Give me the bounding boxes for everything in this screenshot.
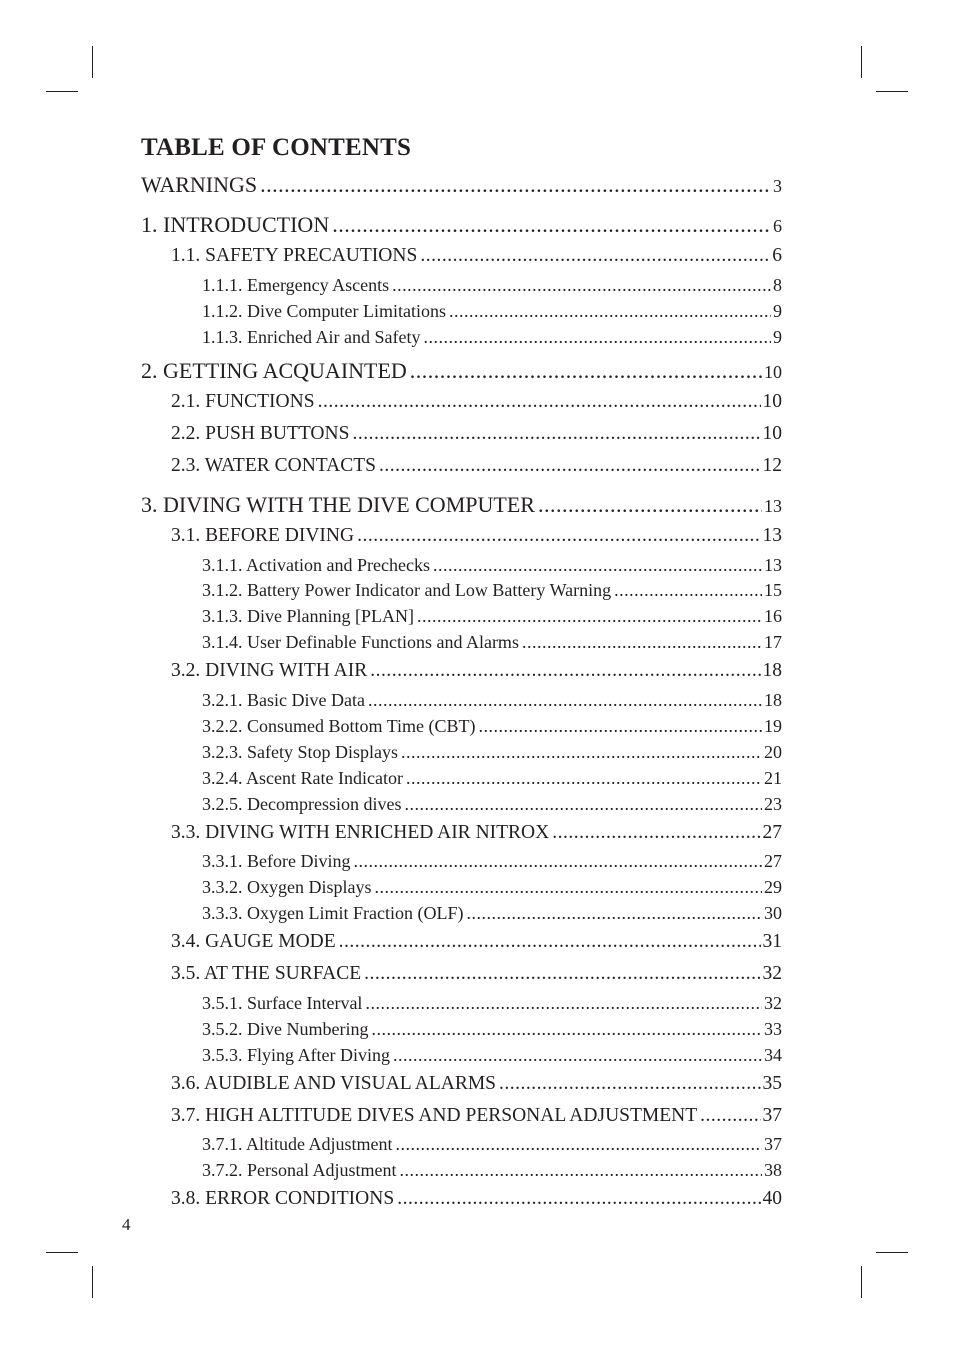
toc-entry-label: 3.5.2. Dive Numbering — [202, 1019, 369, 1039]
dot-leader — [417, 607, 762, 625]
dot-leader — [339, 932, 761, 952]
toc-entry[interactable] — [202, 1161, 782, 1179]
toc-entry-page: 27 — [764, 851, 782, 871]
dot-leader — [406, 769, 762, 787]
dot-leader — [499, 1074, 760, 1094]
toc-entry[interactable] — [202, 1135, 782, 1153]
toc-entry-label: 2. GETTING ACQUAINTED — [141, 358, 407, 383]
toc-heading: TABLE OF CONTENTS — [141, 134, 412, 161]
toc-entry-page: 15 — [764, 580, 782, 600]
toc-entry-label: 3.7.1. Altitude Adjustment — [202, 1134, 393, 1154]
toc-entry-label: 3.2.3. Safety Stop Displays — [202, 742, 398, 762]
toc-entry-label: 1.1.3. Enriched Air and Safety — [202, 327, 421, 347]
toc-entry[interactable] — [202, 691, 782, 709]
toc-entry[interactable] — [171, 1106, 782, 1126]
toc-entry-label: 3.2.2. Consumed Bottom Time (CBT) — [202, 716, 476, 736]
dot-leader — [396, 1135, 762, 1153]
toc-entry-label: 3.1. BEFORE DIVING — [171, 525, 355, 546]
toc-entry-page: 34 — [764, 1045, 782, 1065]
toc-entry-label: 3.5.3. Flying After Diving — [202, 1045, 390, 1065]
toc-entry[interactable] — [202, 556, 782, 574]
toc-entry[interactable] — [202, 904, 782, 922]
toc-entry-page: 9 — [773, 327, 782, 347]
toc-entry-label: 3.3.3. Oxygen Limit Fraction (OLF) — [202, 903, 464, 923]
toc-entry[interactable] — [202, 1020, 782, 1038]
toc-entry-label: 2.3. WATER CONTACTS — [171, 455, 377, 476]
toc-entry-page: 10 — [764, 362, 782, 382]
toc-entry-page: 9 — [773, 301, 782, 321]
toc-entry-page: 23 — [764, 794, 782, 814]
toc-entry-page: 37 — [762, 1105, 782, 1126]
toc-entry[interactable] — [202, 1046, 782, 1064]
toc-entry-label: 3.7. HIGH ALTITUDE DIVES AND PERSONAL ADJUSTMENT — [171, 1105, 698, 1126]
toc-entry-label: 3.3. DIVING WITH ENRICHED AIR NITROX — [171, 822, 550, 843]
toc-entry-label: 2.2. PUSH BUTTONS — [171, 423, 350, 444]
toc-entry-page: 12 — [762, 455, 782, 476]
dot-leader — [371, 1020, 762, 1038]
toc-entry-label: 3.1.3. Dive Planning [PLAN] — [202, 606, 414, 626]
dot-leader — [392, 276, 771, 294]
dot-leader — [538, 494, 762, 516]
toc-entry-label: 3.5. AT THE SURFACE — [171, 963, 362, 984]
toc-entry-label: 3.6. AUDIBLE AND VISUAL ALARMS — [171, 1073, 497, 1094]
toc-entry[interactable] — [171, 526, 782, 546]
toc-entry-label: 2.1. FUNCTIONS — [171, 391, 315, 412]
dot-leader — [420, 246, 770, 266]
toc-entry[interactable] — [202, 994, 782, 1012]
toc-entry-label: 3.3.2. Oxygen Displays — [202, 877, 372, 897]
toc-entry-label: 1.1. SAFETY PRECAUTIONS — [171, 245, 418, 266]
toc-entry-page: 10 — [762, 391, 782, 412]
toc-entry-page: 13 — [764, 555, 782, 575]
toc-entry[interactable] — [171, 456, 782, 476]
toc-entry[interactable] — [202, 328, 782, 346]
toc-entry-page: 33 — [764, 1019, 782, 1039]
toc-entry-page: 27 — [762, 822, 782, 843]
dot-leader — [449, 302, 771, 320]
toc-entry-page: 32 — [762, 963, 782, 984]
toc-entry-page: 38 — [764, 1160, 782, 1180]
toc-entry-label: 3.8. ERROR CONDITIONS — [171, 1188, 395, 1209]
toc-entry[interactable] — [202, 795, 782, 813]
toc-entry-page: 30 — [764, 903, 782, 923]
toc-entry[interactable] — [171, 1074, 782, 1094]
toc-entry-page: 16 — [764, 606, 782, 626]
toc-entry-label: 3.1.4. User Definable Functions and Alarms — [202, 632, 519, 652]
toc-entry-label: 3.4. GAUGE MODE — [171, 931, 336, 952]
toc-entry-page: 31 — [762, 931, 782, 952]
toc-entry-page: 19 — [764, 716, 782, 736]
toc-entry-label: 3.3.1. Before Diving — [202, 851, 351, 871]
toc-entry[interactable] — [141, 494, 782, 516]
dot-leader — [423, 328, 771, 346]
dot-leader — [614, 581, 762, 599]
dot-leader — [522, 633, 762, 651]
toc-entry-label: 3. DIVING WITH THE DIVE COMPUTER — [141, 492, 535, 517]
toc-entry[interactable] — [202, 852, 782, 870]
toc-entry-label: 3.5.1. Surface Interval — [202, 993, 363, 1013]
dot-leader — [379, 456, 760, 476]
dot-leader — [433, 556, 762, 574]
toc-entry-page: 6 — [773, 216, 782, 236]
toc-entry[interactable] — [171, 661, 782, 681]
toc-entry[interactable] — [202, 581, 782, 599]
dot-leader — [368, 691, 762, 709]
dot-leader — [352, 424, 760, 444]
toc-entry[interactable] — [171, 392, 782, 412]
dot-leader — [260, 174, 771, 196]
dot-leader — [364, 964, 760, 984]
toc-entry[interactable] — [202, 633, 782, 651]
dot-leader — [552, 823, 760, 843]
toc-entry-label: 3.2.1. Basic Dive Data — [202, 690, 365, 710]
toc-entry-page: 21 — [764, 768, 782, 788]
toc-entry-page: 6 — [772, 245, 782, 266]
toc-entry-label: 3.1.1. Activation and Prechecks — [202, 555, 430, 575]
toc-entry-label: 1. INTRODUCTION — [141, 212, 330, 237]
toc-entry[interactable] — [171, 964, 782, 984]
dot-leader — [700, 1106, 760, 1126]
toc-entry-page: 29 — [764, 877, 782, 897]
toc-entry-label: 3.2.5. Decompression dives — [202, 794, 402, 814]
dot-leader — [393, 1046, 762, 1064]
toc-entry[interactable] — [202, 276, 782, 294]
toc-entry[interactable] — [171, 823, 782, 843]
dot-leader — [479, 717, 762, 735]
toc-entry-label: 3.1.2. Battery Power Indicator and Low Battery Warning — [202, 580, 612, 600]
toc-entry-page: 20 — [764, 742, 782, 762]
toc-entry-page: 10 — [762, 423, 782, 444]
toc-entry[interactable] — [202, 769, 782, 787]
toc-entry[interactable] — [141, 360, 782, 382]
toc-entry-page: 13 — [764, 496, 782, 516]
dot-leader — [318, 392, 761, 412]
dot-leader — [365, 994, 762, 1012]
toc-entry-page: 13 — [762, 525, 782, 546]
toc-entry-page: 17 — [764, 632, 782, 652]
toc-entry-page: 3 — [773, 176, 782, 196]
dot-leader — [357, 526, 760, 546]
toc-entry-page: 8 — [773, 275, 782, 295]
toc-entry[interactable] — [202, 878, 782, 896]
toc-entry-label: 1.1.2. Dive Computer Limitations — [202, 301, 446, 321]
toc-entry[interactable] — [202, 743, 782, 761]
toc-entry-label: WARNINGS — [141, 172, 258, 197]
toc-entry-label: 3.2.4. Ascent Rate Indicator — [202, 768, 403, 788]
toc-entry-page: 18 — [762, 660, 782, 681]
toc-entry-page: 37 — [764, 1134, 782, 1154]
toc-entry-page: 18 — [764, 690, 782, 710]
toc-entry[interactable] — [171, 424, 782, 444]
toc-entry[interactable] — [171, 1189, 782, 1209]
toc-entry-label: 3.7.2. Personal Adjustment — [202, 1160, 397, 1180]
toc-entry-label: 3.2. DIVING WITH AIR — [171, 660, 368, 681]
dot-leader — [370, 661, 760, 681]
toc-entry[interactable] — [141, 174, 782, 196]
toc-entry-page: 32 — [764, 993, 782, 1013]
dot-leader — [410, 360, 762, 382]
toc-entry[interactable] — [141, 214, 782, 236]
dot-leader — [400, 1161, 763, 1179]
dot-leader — [466, 904, 762, 922]
dot-leader — [332, 214, 771, 236]
toc-entry[interactable] — [202, 302, 782, 320]
toc-entry[interactable] — [202, 607, 782, 625]
toc-entry-page: 35 — [762, 1073, 782, 1094]
dot-leader — [397, 1189, 760, 1209]
toc-entry[interactable] — [171, 246, 782, 266]
toc-entry-page: 40 — [762, 1188, 782, 1209]
toc-entry[interactable] — [171, 932, 782, 952]
toc-entry[interactable] — [202, 717, 782, 735]
toc-entry-label: 1.1.1. Emergency Ascents — [202, 275, 390, 295]
dot-leader — [375, 878, 763, 896]
page-number: 4 — [122, 1215, 131, 1234]
dot-leader — [404, 795, 762, 813]
dot-leader — [401, 743, 762, 761]
dot-leader — [353, 852, 762, 870]
